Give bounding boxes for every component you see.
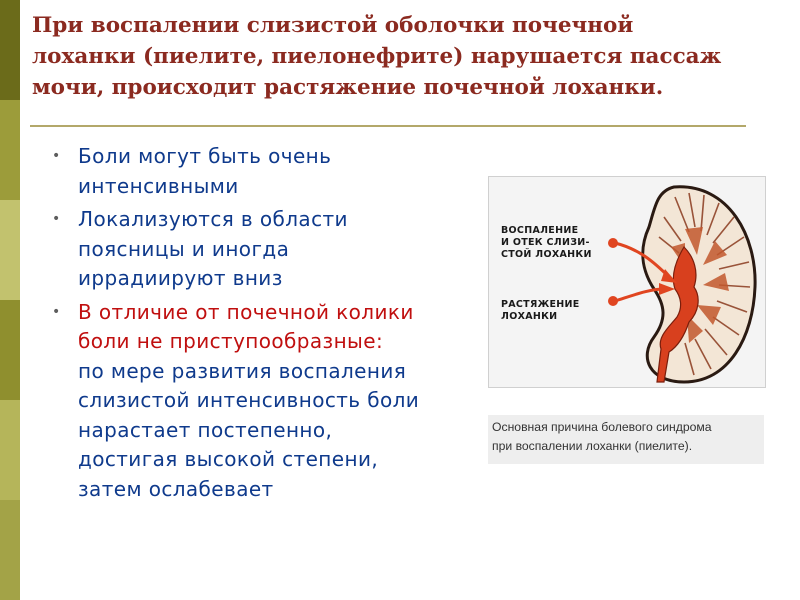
slide-title (32, 10, 752, 103)
label-inflammation: ВОСПАЛЕНИЕ (501, 225, 579, 236)
kidney-illustration (488, 176, 766, 388)
bullet-line: интенсивными (78, 173, 239, 198)
bullet-line: слизистой интенсивность боли (78, 388, 420, 412)
side-bar-segment (0, 200, 20, 300)
bullet-line: затем ослабевает (78, 476, 274, 501)
title-underline (30, 125, 746, 127)
side-decoration-bar (0, 0, 20, 600)
side-bar-segment (0, 300, 20, 400)
caption-line: при воспалении лоханки (пиелите). (492, 439, 693, 453)
title-line: мочи, происходит растяжение почечной лоханки. (32, 75, 664, 100)
figure-caption (488, 415, 764, 464)
side-bar-segment (0, 500, 20, 600)
side-bar-segment (0, 100, 20, 200)
bullet-line: поясницы и иногда (78, 236, 290, 261)
bullet-list (52, 142, 484, 508)
bullet-line: Локализуются в области (78, 207, 348, 231)
side-bar-segment (0, 0, 20, 100)
label-inflammation: И ОТЕК СЛИЗИ- (501, 237, 590, 248)
bullet-dot-icon: • (52, 303, 61, 320)
bullet-dot-icon: • (52, 148, 61, 164)
side-bar-segment (0, 400, 20, 500)
kidney-drawing (489, 177, 765, 387)
bullet-highlight-line: В отличие от почечной колики (78, 299, 414, 324)
label-distension: ЛОХАНКИ (501, 311, 558, 322)
title-line: При воспалении слизистой оболочки почечной (32, 13, 634, 38)
bullet-line: нарастает постепенно, (78, 417, 333, 442)
bullet-line: достигая высокой степени, (78, 447, 379, 471)
bullet-item (52, 298, 484, 505)
label-inflammation: СТОЙ ЛОХАНКИ (501, 249, 592, 260)
bullet-item (52, 205, 484, 294)
bullet-item (52, 142, 484, 201)
caption-line: Основная причина болевого синдрома (492, 420, 712, 434)
label-distension: РАСТЯЖЕНИЕ (501, 299, 580, 310)
bullet-line: по мере развития воспаления (78, 358, 407, 383)
bullet-line: Боли могут быть очень (78, 144, 332, 168)
bullet-line: иррадиируют вниз (78, 266, 283, 290)
bullet-highlight-line: боли не приступообразные: (78, 329, 384, 353)
bullet-dot-icon: • (52, 211, 61, 227)
title-line: лоханки (пиелите, пиелонефрите) нарушается пассаж (32, 44, 722, 69)
